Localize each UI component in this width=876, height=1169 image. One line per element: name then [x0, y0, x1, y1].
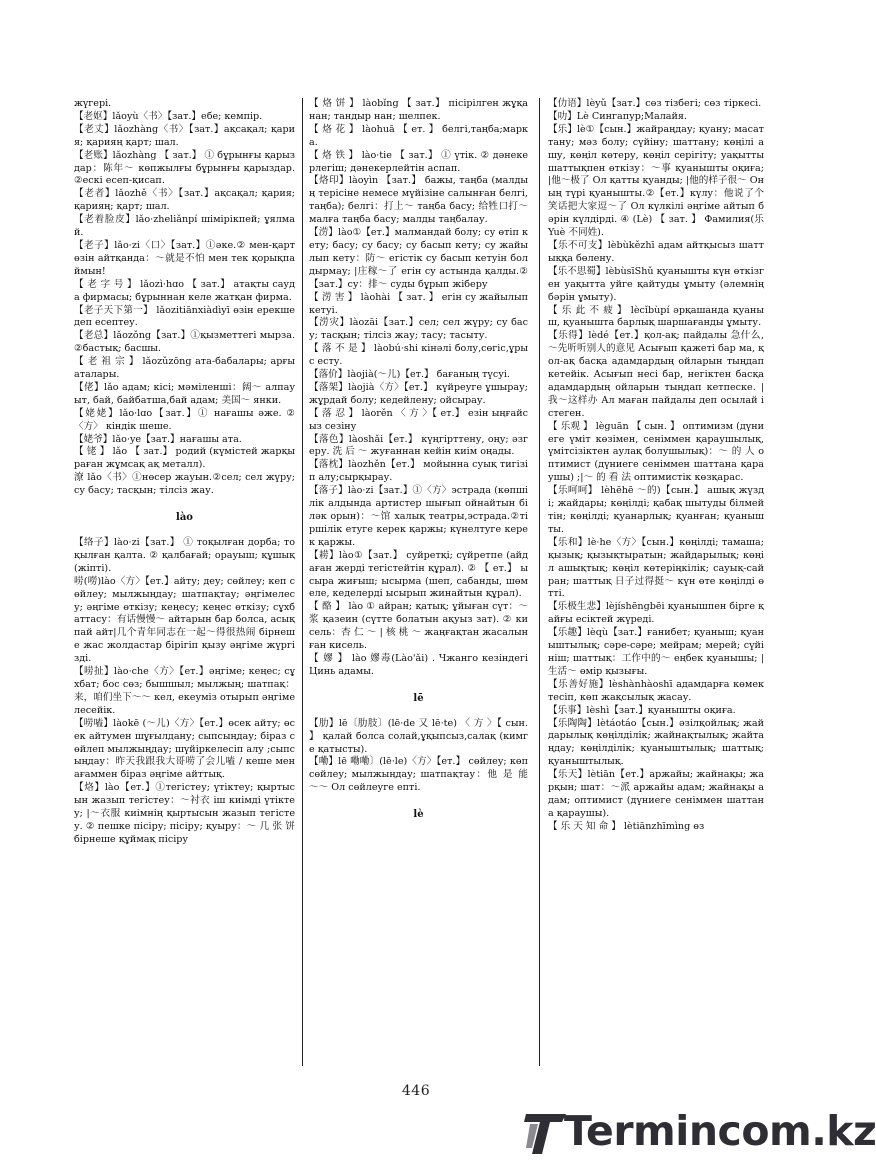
- dictionary-entry: 【姥爷】lǎo·ye【зат.】нағашы ата.: [74, 433, 242, 445]
- dictionary-entry: 【乐善好施】lèshànhàoshī адамдарға көмектесіп, көп жақсылық жасау.: [548, 678, 764, 703]
- column-divider: [539, 98, 540, 1066]
- logo-text: Termincom.kz: [564, 1107, 876, 1155]
- column-divider: [302, 98, 303, 1066]
- dictionary-entry: 【老者】lǎozhě〈书〉【зат.】ақсақал; қария; қарияң; қарт; шал.: [74, 188, 295, 213]
- dictionary-entry: 【 老 字 号 】 lǎozì·hɑo 【 зат.】 атақты сауда фирмасы; бұрыннан келе жатқан фирма.: [74, 278, 295, 303]
- dictionary-entry: 【乐】lè①【сын.】жайраңдау; қуану; масаттану; мәз болу; сүйіну; шаттану; көңілі ашу, көңіл көтеру, көңіл серігіту; уақытты шаттықпен өткізу：～事 қуанышты оқиға; |他～极了 Ол қатты қуанды; |他的样子很～ Оның түрі қуанышты.②【ет.】күлу：他说了个笑话把大家逗～了 Ол күлкілі әңгіме айтып бәрін күлдірді. ④ (Lè) 【 зат. 】 Фамилия(乐 Yuè 不同姓).: [548, 123, 764, 239]
- dictionary-entry: 【落色】làoshǎi【ет.】 күңгірттену, оңу; әзгеру. 洗 后 ～ жуғаннан кейін киім оңады.: [309, 433, 528, 458]
- dictionary-entry: 【老总】lǎozǒng【зат.】①қызметтегі мырза.②бастық; басшы.: [74, 330, 295, 355]
- dictionary-entry: 【老妪】lǎoyù〈书〉【зат.】ебе; кемпір.: [74, 110, 263, 122]
- dictionary-entry: 【涝】lào①【ет.】малмандай болу; су өтіп кету; басу; су басу; су басып кету; су жайылып кету：防～ егістік су басып кетуін болдырмау; |庄稼～了 егін су астында қалды.②【зат.】су：排～ суды бұрып жіберу: [309, 227, 528, 290]
- dictionary-entry: 【佬】lǎo адам; кісі; мәміленші：阔～ алпауыт, бай, байбатша,бай адам; 美国～ янки.: [74, 381, 295, 406]
- dictionary-entry: 【叻】Lè Сингапур;Малайя.: [548, 110, 688, 122]
- logo-mark-icon: [524, 1110, 568, 1156]
- dictionary-entry: 【嘞】lē 嘞嘞〕(lē·le)〈方〉【ет.】 сөйлеу; көп сөйлеу; мылжыңдау; шатпақтау：他 是 能 ～～ Ол сөйлеуге епті.: [309, 756, 528, 794]
- dictionary-entry: 【姥姥】lǎo·lɑo【зат.】① нағашы әже. ②〈方〉 кіндік шеше.: [74, 407, 295, 432]
- section-heading: lè: [413, 809, 424, 821]
- dictionary-entry: 【落枕】làozhěn【ет.】 мойынна суық тигізіп алу;сырқырау.: [309, 459, 528, 484]
- dictionary-entry: 【老子天下第一】 lǎozitiānxiàdìyī өзін ерекше деп есептеу.: [74, 304, 295, 329]
- dictionary-entry: 【烙】lào【ет.】①тегістеу; үтіктеу; қыртысын жазып тегістеу：～衬衣 іш киімді үтіктеу; |～衣服 киімнің қыртысын жазып тегістеу. ② пешке пісіру; пісіру; қуыру：～ 几 张 饼 бірнеше құймақ пісіру: [74, 782, 295, 845]
- dictionary-entry: 【乐趣】lèqù【зат.】ғанибет; қуаныш; қуаныштылық; сәре-сәре; мейрам; мерей; сүйініш; шаттық：工作中的～ еңбек қуанышы; |生活～ өмір қызығы.: [548, 627, 764, 677]
- dictionary-entry: 【耢】lào①【зат.】 суйретқі; сүйретпе (айдаған жерді тегістейтін құрал). ② 【 ет.】 ысыра жиғыш; ысырма (шеп, сабанды, шөмеле, кеделерді ысырып жинайтын құрал).: [309, 549, 528, 600]
- dictionary-entry: 【 铑 】 lǎo 【 зат.】 родий (күмістей жарқыраған жұмсақ ақ металл).: [74, 446, 295, 471]
- dictionary-entry: 【落子】lào·zi【зат.】①〈方〉эстрада (көпшілік алдында артистер шығып ойнайтын біләк орын)：～馆 халық театры,эстрада.②тіршілік етуге керек қаржы; күнелтуге керек қаржы.: [309, 485, 528, 548]
- dictionary-entry: 【乐和】lè·he〈方〉【сын.】көңілді; тамаша; қызық; қызықтыратын; жайдарылық; көңіл ашықтық; көңіл көтеріңкілік; сауық-сайран; шаттық 日子过得挺～ күн өте көңілді өтті.: [548, 536, 764, 600]
- dictionary-entry: 【仂语】lèyǔ【зат.】сөз тізбегі; сөз тіркесі.: [548, 98, 762, 109]
- dictionary-entry: жүгері.: [74, 98, 112, 109]
- dictionary-entry: 【落架】làojià〈方〉【ет.】 күйреуге ұшырау; жұрдай болу; кедейлену; ойсырау.: [309, 381, 528, 406]
- dictionary-entry: 【老丈】lǎozhàng〈书〉【зат.】ақсақал; қария; қарияң қарт; шал.: [74, 123, 295, 148]
- page-number: 446: [401, 1083, 431, 1099]
- dictionary-entry: 【 乐观 】 lèguān 【 сын. 】 оптимизм (дүниеге үміт көзімен, сеніммен қараушылық, үмітсізіктен аулақ болушылық)：～ 的 人 оптимист (дүниеге сеніммен шаттана қараушы) ;|～ 的 看 法 оптимистік көзқарас.: [548, 420, 764, 484]
- dictionary-entry: 【乐得】lèdé【ет.】қол-ақ; пайдалы 急什么,～先听听别人的意见 Асығып қажеті бар ма, қол-ақ басқа адамдардың ойларын тыңдап кетейік. Асығып несі бар, негіктен басқа адамдардың ойларын тыңдап кетпеске. |我～这样办 Ал маған пайдалы деп осылай істеген.: [548, 330, 764, 419]
- dictionary-entry: 【乐极生悲】lèjíshēngbēi қуанышпен бірге қайғы есіктей жүреді.: [548, 601, 764, 626]
- dictionary-entry: 【唠嗑】làokē (～儿)〈方〉【ет.】өсек айту; өсек айтумен шұғылдану; сыпсыңдау; біраз сөйлеп мылжыңдау; шүйіркелесіп алу ;сыпсыңдау：昨天我跟我大哥唠了会儿嗑 / кеше мен ағаммен біраз әңгіме айттық.: [74, 717, 295, 781]
- column-left: [74, 98, 295, 1066]
- dictionary-entry: 【 落 忍 】 làorěn 〈 方 〉【 ет.】 езін ыңғайсыз сезіну: [309, 407, 528, 432]
- dictionary-entry: 【 涝 害 】 làohài 【 зат. 】 егін су жайылып кетуі.: [309, 291, 528, 316]
- dictionary-entry: 【 嫪 】 lào 嫪毒(Lào'ǎi) . Чжанго кезіндегі Цинь адамы.: [309, 652, 528, 677]
- section-heading: lào: [176, 512, 193, 524]
- dictionary-entry: 【 烙 花 】 làohuā 【 ет. 】 белгі,таңба;марка.: [309, 123, 528, 148]
- dictionary-entry: 【 烙 饼 】 làobǐng 【 зат.】 пісірілген жұқа нан; тандыр нан; шелпек.: [309, 98, 528, 122]
- dictionary-entry: 【乐事】lèshì【зат.】қуанышты оқиға.: [548, 704, 736, 716]
- dictionary-entry: 【唠扯】lào·che〈方〉【ет.】әңгіме; кеңес; сұхбат; бос сөз; бышшыл; мылжың; шатпақ：来，咱们坐下～～ кел, екеуміз отырып әңгімелесейік.: [74, 666, 295, 716]
- dictionary-entry: 【肋】lē〔肋肢〕(lē·de 又 lē·te) 〈 方 〉【 сын. 】 қалай болса солай,ұқыпсыз,салақ (кимге қатысты).: [309, 717, 528, 755]
- dictionary-entry: 【 乐 天 知 命 】 lètiānzhīmìng өз: [548, 820, 705, 832]
- dictionary-entry: 【 乐 此 不 疲 】 lècǐbùpí әрқашанда қуаныш, қуанышта барлық шаршағанды ұмыту.: [548, 304, 764, 329]
- dictionary-entry: 潦 lǎo〈书〉①нөсер жауын.②сел; сел жүру; су басу; тасқын; тілсіз жау.: [74, 472, 295, 497]
- section-heading: lē: [413, 692, 424, 704]
- dictionary-entry: 【老着脸皮】lǎo·zheliǎnpí шімірікпей; ұялмай.: [74, 214, 295, 239]
- dictionary-entry: 【烙印】làoyìn 【зат.】 бажы, таңба (малдың терісіне немесе мүйізіне салынған белгі, таңба); белгі：打上～ таңба басу; 给牲口打～малға таңба басу; малды таңбалау.: [309, 175, 528, 226]
- column-right: [548, 98, 764, 1066]
- dictionary-entry: 【涝灾】làozāi【зат.】сел; сел жүру; су басу; тасқын; тілсіз жау; тасу; тасыту.: [309, 317, 528, 342]
- dictionary-entry: 【乐陶陶】lètáotáo【сын.】әзілқойлық; жайдарылық көңілділік; жайнақтылық; жайтаңдау; көңілділік; қуаныштылық; шаттық; қуаныштылық.: [548, 717, 764, 768]
- dictionary-entry: 【老子】lǎo·zi〈口〉【зат.】①әке.② мен-қарт өзін айтқанда：～就是不怕 мен тек қорықпаймын!: [74, 239, 295, 277]
- dictionary-entry: 【 老 祖 宗 】 lǎozǔzōng ата-бабалары; арғы аталары.: [74, 356, 295, 381]
- dictionary-entry: 【 烙 铁 】 lào·tie 【 зат.】 ① үтік. ② дәнекерлегіш; дәнекерлейтін аспап.: [309, 149, 528, 174]
- dictionary-entry: 【老账】lǎozhàng 【 зат.】 ① бұрынғы қарыздар：陈年～ көпжылғы бұрынғы қарыздар.②ескі есеп-қисап.: [74, 149, 295, 187]
- dictionary-entry: 【 酪 】 lào ① айран; қатық; ұйыған сүт：～浆 қазеин (сүтте болатын ақуыз зат). ② кисель：杏 仁 ～ | 核 桃 ～ жаңғақтан жасалынған кисель.: [309, 601, 528, 652]
- dictionary-entry: 【乐天】lètiān【ет.】аржайы; жайнақы; жарқын; шат：～派 аржайы адам; жайнақы адам; оптимист (дүниеге сеніммен шаттана қараушы).: [548, 769, 764, 819]
- dictionary-entry: 【乐不可支】lèbùkězhī адам айтқысыз шаттыққа бөлену.: [548, 239, 764, 264]
- dictionary-entry: 【乐呵呵】 lèhēhē ～的)【сын.】 ашық жүзді; жайдары; көңілді; қабақ шытуды білмейтін; көңілді; қуанарлық; қуанған; қуанышты.: [548, 485, 764, 535]
- column-middle: [309, 98, 528, 1066]
- dictionary-entry: 【络子】lào·zi【зат.】 ① тоқылған дорба; тоқылған қалта. ② қалбағай; орауыш; құшық (жіпті).: [74, 537, 295, 574]
- dictionary-entry: 【乐不思蜀】lèbùsīShǔ қуанышты күн өткізген уақытта уйге қайтуды ұмыту (әлемнің бәрін ұмыту).: [548, 265, 764, 303]
- dictionary-entry: 唠(嘮)lào〈方〉【ет.】айту; деу; сөйлеу; кеп сөйлеу; мылжыңдау; шатпақтау; әңгімелесу; әңгіме өткізу; кеңесу; кеңес өткізу; сұхбаттасу：有话慢慢～ айтарын бар болса, асықпай айт|几个青年同志在一起～得很热闹 бірнеше жас жолдастар бірігіп қызу әңгіме жүргізді.: [74, 575, 295, 665]
- dictionary-entry: 【落价】làojià(～儿)【ет.】 бағаның түсуі.: [309, 369, 510, 381]
- site-logo[interactable]: [524, 1104, 876, 1158]
- dictionary-entry: 【 落 不 是 】 làobú·shi кінәлі болу,сөгіс,ұрыс есту.: [309, 343, 528, 368]
